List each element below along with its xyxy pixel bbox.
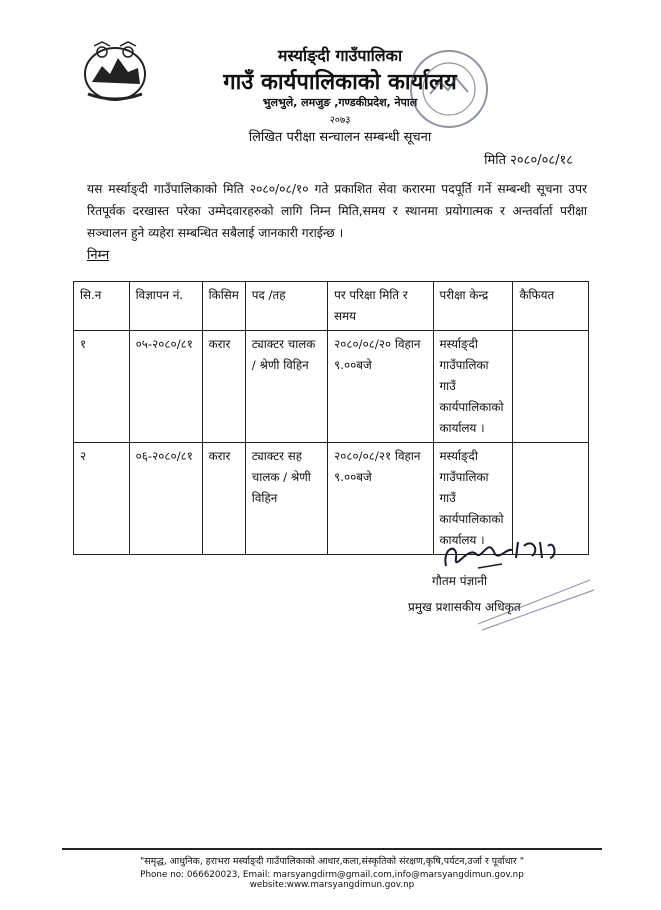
cell-sn: १ xyxy=(74,331,130,443)
cell-ad-no: ०६-२०८०/८१ xyxy=(129,443,202,555)
col-header-ad-no: विज्ञापन नं. xyxy=(129,282,202,331)
office-title: गाउँ कार्यपालिकाको कार्यालय xyxy=(223,70,457,95)
exam-schedule-table xyxy=(73,281,589,555)
cell-center: मर्स्याङ्दी गाउँपालिका गाउँ कार्यपालिकाको कार्यालय । xyxy=(433,443,513,555)
cell-datetime: २०८०/०८/२१ विहान ९.००बजे xyxy=(328,443,433,555)
office-address: भुलभुले, लमजुङ ,गण्डकीप्रदेश, नेपाल xyxy=(262,96,418,109)
col-header-remarks: कैफियत xyxy=(513,282,589,331)
cell-post: ट्याक्टर सह चालक / श्रेणी विहिन xyxy=(245,443,327,555)
table-header-row xyxy=(74,282,589,331)
notice-paragraph: यस मर्स्याङ्दी गाउँपालिकाको मिति २०८०/०८/१० गते प्रकाशित सेवा करारमा पदपूर्ति गर्ने सम्बन्धी सूचना उपर रितपूर्वक दरखास्त परेका उम्मेदवारहरुको लागि निम्न मिति,समय र स्थानमा प्रयोगात्मक र अन्तर्वार्ता परीक्षा सञ्चालन हुने व्यहेरा सम्बन्धित सबैलाई जानकारी गराईन्छ । xyxy=(87,182,587,240)
signature-icon xyxy=(432,528,562,576)
cell-ad-no: ०५-२०८०/८१ xyxy=(129,331,202,443)
cell-type: करार xyxy=(202,331,245,443)
list-heading: निम्न xyxy=(87,248,110,263)
government-emblem-icon xyxy=(80,38,150,104)
notice-subject: लिखित परीक्षा सन्चालन सम्बन्धी सूचना xyxy=(248,130,432,145)
notice-date: मिति २०८०/०८/१८ xyxy=(484,153,573,168)
office-stamp-icon xyxy=(408,48,490,130)
signer-stamp-icon xyxy=(470,572,600,632)
signer-title: प्रमुख प्रशासकीय अधिकृत xyxy=(408,600,521,614)
footer-contact: Phone no: 066620023, Email: marsyangdirm@gmail.com,info@marsyangdimun.gov.np website:www.marsyangdimun.gov.np xyxy=(140,870,524,890)
cell-center: मर्स्याङ्दी गाउँपालिका गाउँ कार्यपालिकाको कार्यालय । xyxy=(433,331,513,443)
col-header-post: पद /तह xyxy=(245,282,327,331)
cell-datetime: २०८०/०८/२० विहान ९.००बजे xyxy=(328,331,433,443)
footer-divider xyxy=(62,848,602,850)
col-header-type: किसिम xyxy=(202,282,245,331)
cell-remarks xyxy=(513,331,589,443)
org-name: मर्स्याङ्दी गाउँपालिका xyxy=(277,46,403,65)
established-year: २०७३ xyxy=(329,115,351,126)
col-header-center: परीक्षा केन्द्र xyxy=(433,282,513,331)
col-header-datetime: पर परिक्षा मिति र समय xyxy=(328,282,433,331)
col-header-sn: सि.न xyxy=(74,282,130,331)
signer-name: गौतम पंज्ञानी xyxy=(432,574,488,588)
cell-sn: २ xyxy=(74,443,130,555)
cell-type: करार xyxy=(202,443,245,555)
footer-slogan: "समृद्ध, आधुनिक, हराभरा मर्स्याङ्दी गाउँपालिकाको आधार,कला,संस्कृतिको संरक्षण,कृषि,पर्यटन,उर्जा र पूर्वाधार " xyxy=(139,856,525,867)
table-row xyxy=(74,331,589,443)
cell-post: ट्याक्टर चालक / श्रेणी विहिन xyxy=(245,331,327,443)
